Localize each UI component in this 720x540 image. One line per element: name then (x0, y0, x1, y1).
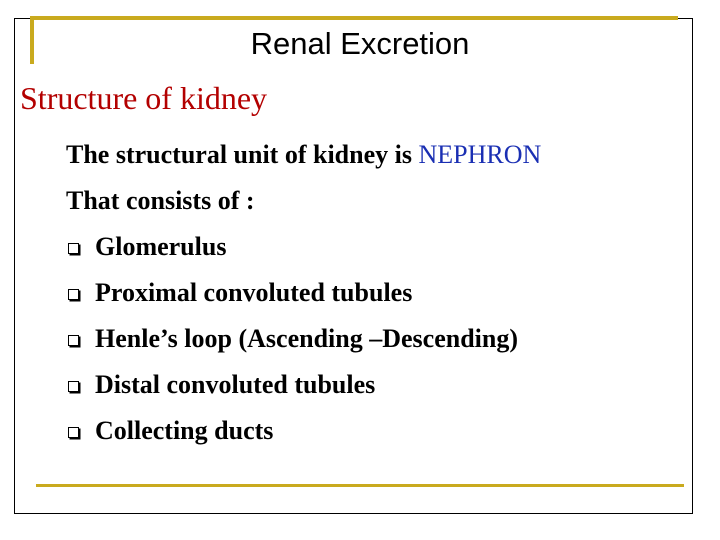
list-item-label: Distal convoluted tubules (95, 370, 376, 399)
list-item-label: Glomerulus (95, 232, 227, 261)
accent-line-top (30, 16, 678, 20)
intro-text: The structural unit of kidney is (66, 140, 419, 169)
list-item (66, 270, 541, 316)
list-item (66, 408, 541, 454)
nephron-highlight: NEPHRON (418, 140, 542, 169)
checkbox-icon (68, 243, 79, 254)
nephron-parts-list (66, 224, 541, 454)
list-item-label: Proximal convoluted tubules (95, 278, 413, 307)
checkbox-icon (68, 381, 79, 392)
list-item (66, 316, 541, 362)
checkbox-icon (68, 335, 79, 346)
checkbox-icon (68, 427, 79, 438)
accent-line-bottom (36, 484, 684, 487)
intro-line (66, 132, 541, 178)
list-item-label: Henle’s loop (Ascending –Descending) (95, 324, 518, 353)
slide-title: Renal Excretion (250, 26, 470, 61)
slide-body (66, 132, 541, 454)
checkbox-icon (68, 289, 79, 300)
list-item (66, 362, 541, 408)
list-item-label: Collecting ducts (95, 416, 274, 445)
slide-subtitle: Structure of kidney (20, 80, 268, 116)
list-item (66, 224, 541, 270)
consists-line: That consists of : (66, 186, 255, 215)
